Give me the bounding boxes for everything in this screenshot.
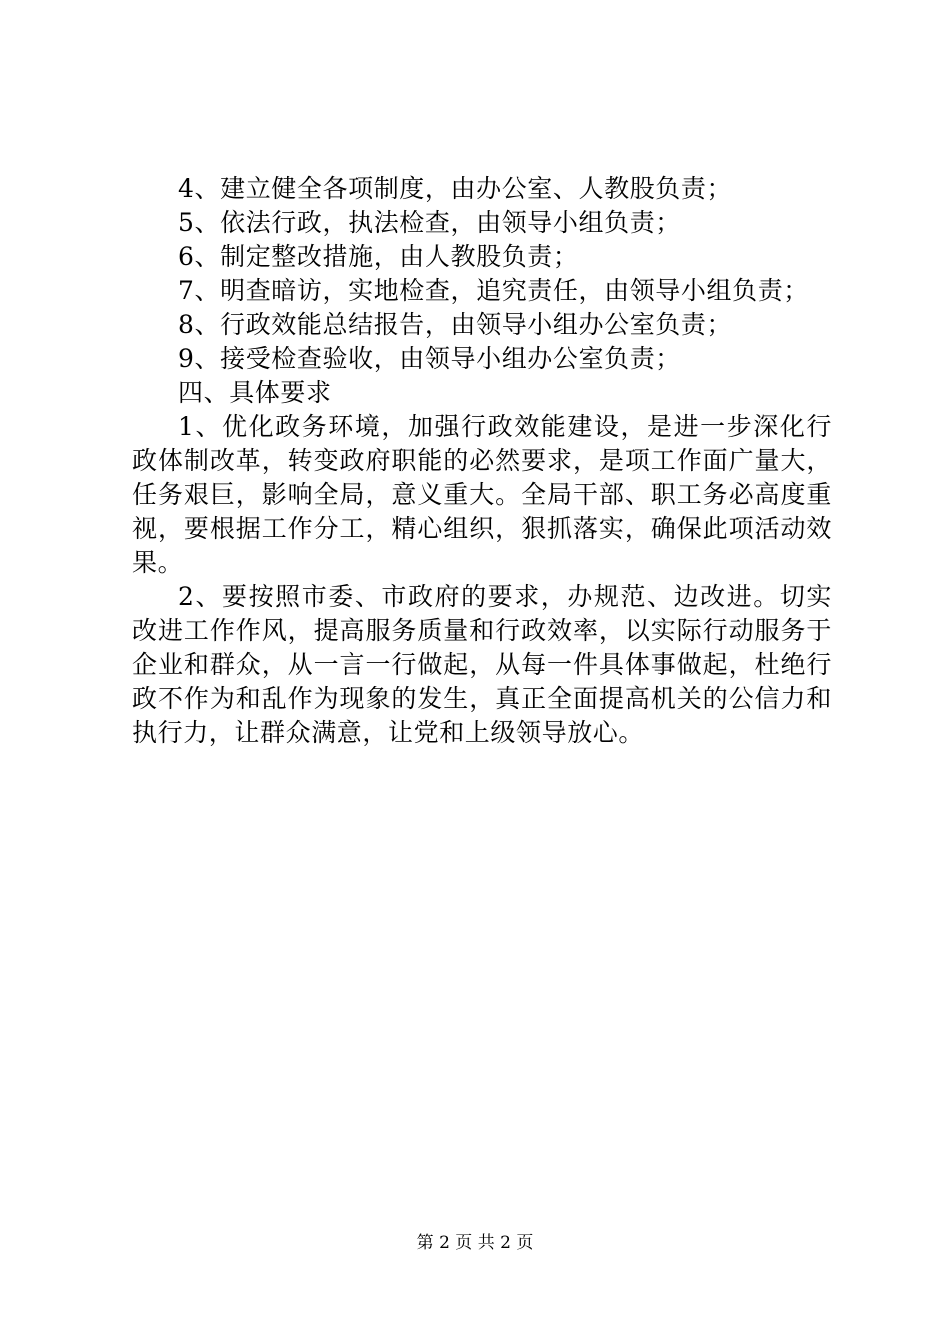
page-number-label: 第 2 页 共 2 页 xyxy=(416,1233,534,1253)
requirement-paragraph-1: 1、优化政务环境，加强行政效能建设，是进一步深化行政体制改革，转变政府职能的必然要求，是项工作面广量大，任务艰巨，影响全局，意义重大。全局干部、职工务必高度重视，要根据工作分工，精心组织，狠抓落实，确保此项活动效果。 xyxy=(132,412,832,577)
paragraph-item-9: 9、接受检查验收，由领导小组办公室负责； xyxy=(178,344,681,373)
paragraph-item-7: 7、明查暗访，实地检查，追究责任，由领导小组负责； xyxy=(178,276,809,305)
document-body xyxy=(132,172,832,750)
paragraph-item-5: 5、依法行政，执法检查，由领导小组负责； xyxy=(178,208,681,237)
requirement-paragraph-2: 2、要按照市委、市政府的要求，办规范、边改进。切实改进工作作风，提高服务质量和行政效率，以实际行动服务于企业和群众，从一言一行做起，从每一件具体事做起，杜绝行政不作为和乱作为现象的发生，真正全面提高机关的公信力和执行力，让群众满意，让党和上级领导放心。 xyxy=(132,582,832,747)
section-heading: 四、具体要求 xyxy=(178,378,332,407)
paragraph-item-4: 4、建立健全各项制度，由办公室、人教股负责； xyxy=(178,174,733,203)
paragraph-item-8: 8、行政效能总结报告，由领导小组办公室负责； xyxy=(178,310,733,339)
page-footer xyxy=(0,1232,950,1254)
paragraph-item-6: 6、制定整改措施，由人教股负责； xyxy=(178,242,579,271)
